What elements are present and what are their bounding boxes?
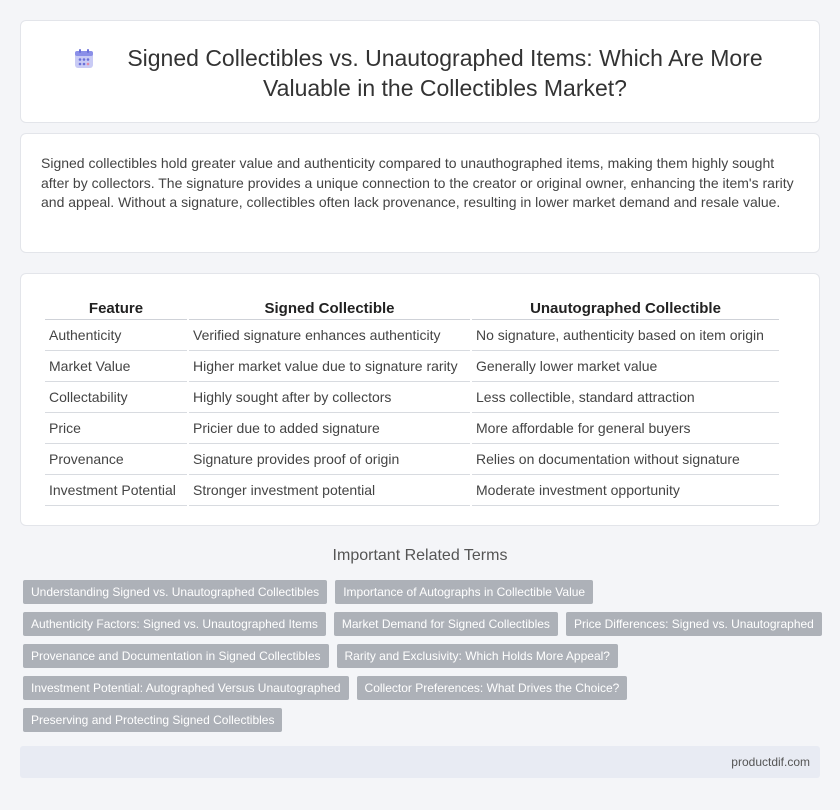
intro-card [20,133,820,253]
unautographed-cell: Relies on documentation without signature [472,444,779,475]
signed-cell: Highly sought after by collectors [189,382,470,413]
signed-cell: Higher market value due to signature rarity [189,351,470,382]
feature-cell: Collectability [45,382,187,413]
feature-cell: Market Value [45,351,187,382]
signed-cell: Verified signature enhances authenticity [189,320,470,351]
unautographed-cell: Generally lower market value [472,351,779,382]
footer [20,746,820,778]
page-title: Signed Collectibles vs. Unautographed Items: Which Are More Valuable in the Collectibles Market? [127,45,763,101]
signed-cell: Signature provides proof of origin [189,444,470,475]
feature-cell: Price [45,413,187,444]
related-term-link[interactable]: Price Differences: Signed vs. Unautographed [566,612,822,636]
table-row [45,351,779,382]
comparison-card [20,273,820,526]
unautographed-cell: Less collectible, standard attraction [472,382,779,413]
table-row [45,444,779,475]
related-term-link[interactable]: Importance of Autographs in Collectible Value [335,580,593,604]
related-term-link[interactable]: Preserving and Protecting Signed Collectibles [23,708,282,732]
table-row [45,413,779,444]
signed-cell: Stronger investment potential [189,475,470,506]
feature-cell: Authenticity [45,320,187,351]
header-unautographed: Unautographed Collectible [472,294,779,320]
comparison-table [43,294,781,506]
table-header-row [45,294,779,320]
unautographed-cell: No signature, authenticity based on item origin [472,320,779,351]
intro-text: Signed collectibles hold greater value and authenticity compared to unauthographed items, making them highly sought after by collectors. The signature provides a unique connection to the creator or original owner, enhancing the item's rarity and appeal. Without a signature, collectibles often lack provenance, resulting in lower market demand and resale value. [41,155,794,210]
footer-site-link[interactable]: productdif.com [731,755,810,769]
related-term-link[interactable]: Collector Preferences: What Drives the Choice? [357,676,628,700]
unautographed-cell: More affordable for general buyers [472,413,779,444]
table-row [45,382,779,413]
table-row [45,475,779,506]
table-row [45,320,779,351]
signed-cell: Pricier due to added signature [189,413,470,444]
related-term-link[interactable]: Provenance and Documentation in Signed Collectibles [23,644,329,668]
related-term-link[interactable]: Authenticity Factors: Signed vs. Unautographed Items [23,612,326,636]
header-feature: Feature [45,294,187,320]
title-card [20,20,820,123]
unautographed-cell: Moderate investment opportunity [472,475,779,506]
related-term-link[interactable]: Understanding Signed vs. Unautographed Collectibles [23,580,327,604]
feature-cell: Investment Potential [45,475,187,506]
feature-cell: Provenance [45,444,187,475]
related-terms-list [23,580,823,740]
related-term-link[interactable]: Market Demand for Signed Collectibles [334,612,558,636]
header-signed: Signed Collectible [189,294,470,320]
related-term-link[interactable]: Rarity and Exclusivity: Which Holds More Appeal? [337,644,618,668]
related-term-link[interactable]: Investment Potential: Autographed Versus Unautographed [23,676,349,700]
related-terms-title: Important Related Terms [332,547,508,564]
